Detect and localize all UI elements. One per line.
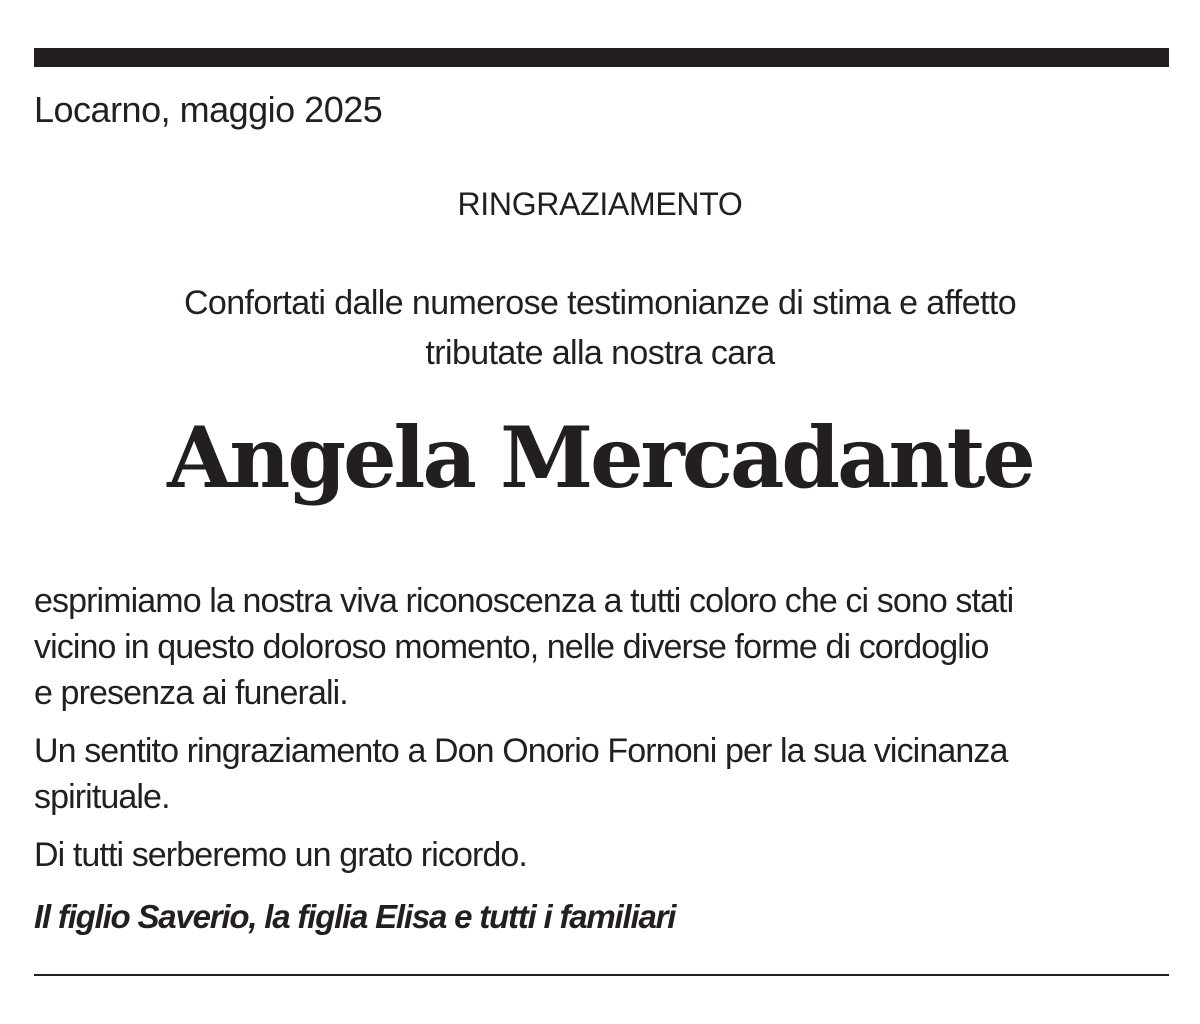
priest-thanks-paragraph — [34, 728, 1174, 820]
intro-line: Confortati dalle numerose testimonianze di stima e affetto — [183, 284, 1017, 322]
paragraph-line: spirituale. — [34, 778, 170, 816]
intro-line: tributate alla nostra cara — [425, 334, 775, 372]
paragraph-line: Un sentito ringraziamento a Don Onorio Fornoni per la sua vicinanza — [34, 732, 1008, 770]
paragraph-line: e presenza ai funerali. — [34, 674, 348, 712]
bottom-divider-rule — [34, 974, 1169, 976]
notice-heading: RINGRAZIAMENTO — [457, 186, 743, 222]
family-signature: Il figlio Saverio, la figlia Elisa e tutti i familiari — [34, 898, 676, 935]
paragraph-line: esprimiamo la nostra viva riconoscenza a tutti coloro che ci sono stati — [34, 582, 1014, 620]
paragraph-line: vicino in questo doloroso momento, nelle diverse forme di cordoglio — [34, 628, 989, 666]
remembrance-paragraph: Di tutti serberemo un grato ricordo. — [34, 836, 527, 874]
intro-text — [0, 278, 1200, 378]
place-date: Locarno, maggio 2025 — [34, 89, 383, 130]
deceased-name: Angela Mercadante — [167, 408, 1033, 507]
top-divider-rule — [34, 48, 1169, 67]
gratitude-paragraph — [34, 578, 1174, 716]
